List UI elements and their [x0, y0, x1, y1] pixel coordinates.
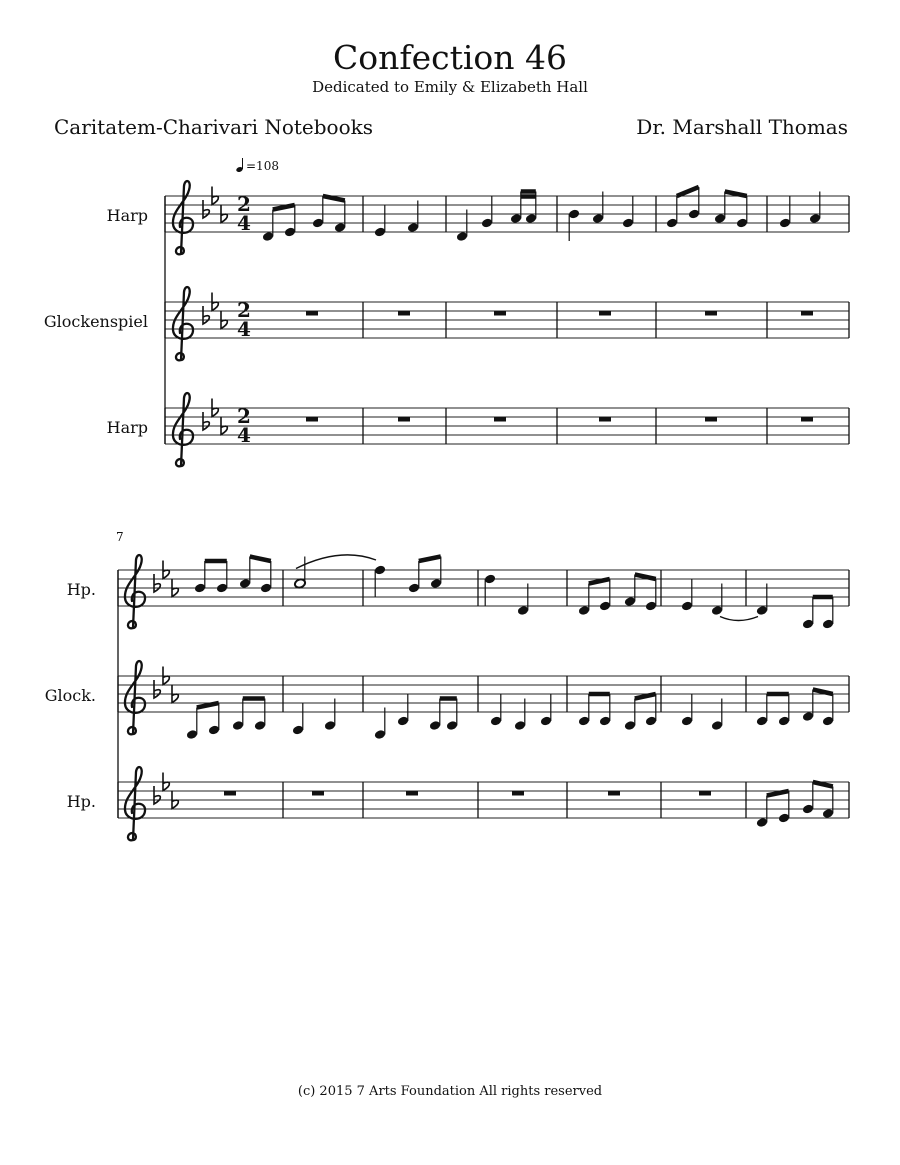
- whole-rest-icon: [608, 791, 620, 796]
- whole-rest-icon: [406, 791, 418, 796]
- flat-icon: [203, 412, 209, 430]
- whole-rest-icon: [398, 417, 410, 422]
- flat-icon: [154, 574, 160, 592]
- whole-rest-icon: [312, 791, 324, 796]
- flat-icon: [203, 306, 209, 324]
- beam: [197, 703, 219, 708]
- collection-name: Caritatem-Charivari Notebooks: [54, 115, 374, 139]
- beam: [725, 192, 747, 197]
- beam: [813, 782, 833, 787]
- whole-rest-icon: [494, 417, 506, 422]
- tie: [720, 617, 758, 621]
- flat-icon: [203, 200, 209, 218]
- treble-clef-icon: [173, 181, 193, 254]
- beam: [635, 694, 656, 699]
- instrument-label-harp-1: Harp: [106, 206, 148, 225]
- whole-rest-icon: [494, 311, 506, 316]
- tempo-value: =108: [246, 159, 279, 173]
- instrument-label-harp-2: Harp: [106, 418, 148, 437]
- treble-clef-icon: [125, 767, 145, 840]
- whole-rest-icon: [306, 311, 318, 316]
- whole-rest-icon: [398, 311, 410, 316]
- copyright-notice: (c) 2015 7 Arts Foundation All rights reserved: [297, 1084, 603, 1099]
- time-signature-bottom: 4: [237, 211, 251, 235]
- dedication: Dedicated to Emily & Elizabeth Hall: [312, 78, 588, 96]
- time-signature-top: 2: [237, 404, 251, 428]
- whole-rest-icon: [705, 417, 717, 422]
- instrument-label-glockenspiel: Glockenspiel: [43, 312, 148, 331]
- piece-title: Confection 46: [332, 38, 567, 77]
- whole-rest-icon: [224, 791, 236, 796]
- whole-rest-icon: [801, 311, 813, 316]
- beam: [323, 196, 345, 201]
- whole-rest-icon: [599, 417, 611, 422]
- measure-number: 7: [116, 530, 124, 544]
- whole-rest-icon: [801, 417, 813, 422]
- instrument-label-glockenspiel-short: Glock.: [44, 686, 96, 705]
- beam: [273, 205, 295, 210]
- flat-icon: [154, 680, 160, 698]
- beam: [813, 690, 833, 695]
- time-signature-bottom: 4: [237, 317, 251, 341]
- instrument-label-harp-2-short: Hp.: [66, 792, 96, 811]
- treble-clef-icon: [125, 555, 145, 628]
- beam: [419, 557, 441, 562]
- slur: [296, 555, 376, 569]
- time-signature-top: 2: [237, 298, 251, 322]
- whole-rest-icon: [512, 791, 524, 796]
- treble-clef-icon: [125, 661, 145, 734]
- whole-rest-icon: [599, 311, 611, 316]
- treble-clef-icon: [173, 393, 193, 466]
- beam: [677, 187, 699, 196]
- flat-icon: [154, 786, 160, 804]
- whole-rest-icon: [705, 311, 717, 316]
- beam: [589, 579, 610, 584]
- instrument-label-harp-1-short: Hp.: [66, 580, 96, 599]
- beam: [250, 557, 271, 562]
- treble-clef-icon: [173, 287, 193, 360]
- beam: [635, 575, 656, 580]
- composer-name: Dr. Marshall Thomas: [636, 115, 848, 139]
- beam: [767, 791, 789, 796]
- time-signature-top: 2: [237, 192, 251, 216]
- whole-rest-icon: [306, 417, 318, 422]
- time-signature-bottom: 4: [237, 423, 251, 447]
- whole-rest-icon: [699, 791, 711, 796]
